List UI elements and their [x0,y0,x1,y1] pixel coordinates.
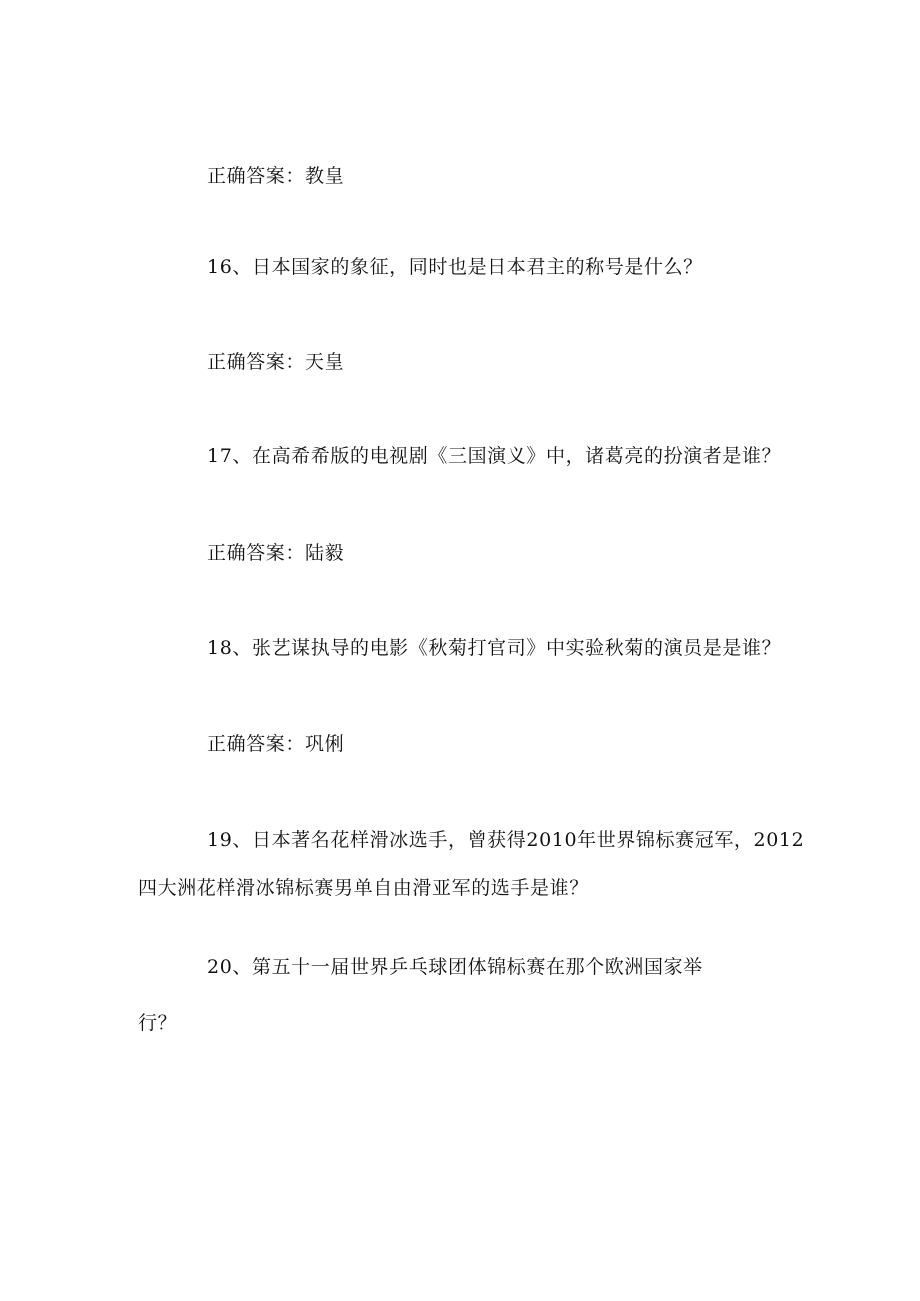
question-line-20-part2: 行？ [138,1012,178,1034]
answer-line-17: 正确答案：陆毅 [207,542,345,564]
question-line-18: 18、张艺谋执导的电影《秋菊打官司》中实验秋菊的演员是是谁？ [207,637,782,659]
question-line-20-part1: 20、第五十一届世界乒乓球团体锦标赛在那个欧洲国家举 [207,956,703,978]
question-line-19-part2: 四大洲花样滑冰锦标赛男单自由滑亚军的选手是谁？ [138,877,589,899]
question-line-16: 16、日本国家的象征，同时也是日本君主的称号是什么？ [207,256,703,278]
question-line-17: 17、在高希希版的电视剧《三国演义》中，诸葛亮的扮演者是谁？ [207,445,782,467]
answer-line-15: 正确答案：教皇 [207,165,345,187]
answer-line-18: 正确答案：巩俐 [207,733,345,755]
question-line-19-part1: 19、日本著名花样滑冰选手，曾获得2010年世界锦标赛冠军，2012 [207,829,805,851]
answer-line-16: 正确答案：天皇 [207,351,345,373]
